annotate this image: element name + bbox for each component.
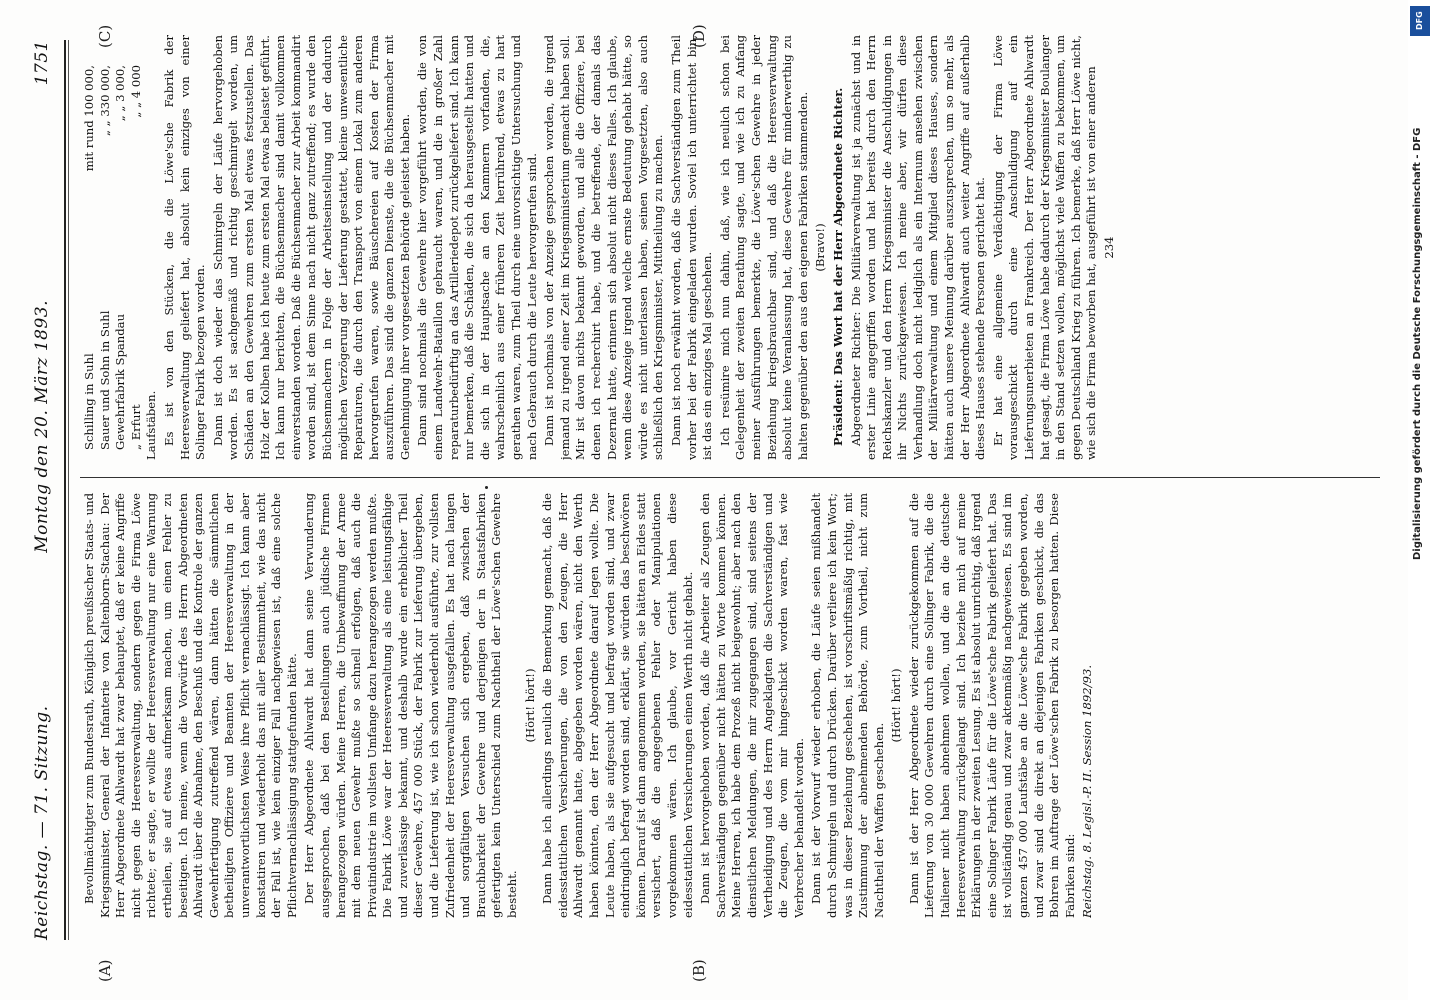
scan-speck (485, 486, 488, 489)
speaker-line: Präsident: Das Wort hat der Herr Abgeordnete Richter. (830, 87, 845, 446)
list-item-name: Schilling in Suhl (82, 353, 96, 450)
list-item (82, 35, 98, 460)
list-item-name: Gewehrfabrik Spandau (113, 313, 128, 450)
list-item-name: „ Erfurt (128, 404, 143, 450)
paragraph: Ich resümire mich nun dahin, daß, wie ich neulich schon bei Gelegenheit der zweiten Berathung sagte, und wie ich zu Anfang meiner Ausführungen bemerkte, die Löwe'schen Gewehre in jeder Beziehung kriegsbrauchbar sind, und daß die Heeresverwaltung absolut keine Veranlassung hat, diese Gewehre für minderwerthig zu halten gegenüber den aus den eigenen Fabriken stammenden. (717, 35, 810, 460)
paragraph: Dann ist doch wieder das Schmirgeln der Läufe hervorgehoben worden. Es ist sachgemäß und richtig geschmirgelt worden, um Schäden an den Gewehren zum ersten Mal etwas festzustellen. Das Holz der Kolben habe ich heute zum ersten Mal etwas belastet geführt. Ich kann nur berichten, die Büchsenmacher sind damit vollkommen einverstanden worden. Daß die Büchsenmacher zur Arbeit kommandirt worden sind, ist dem Sinne nach nicht ganz zutreffend; es wurde den Büchsenmachern in Folge der Arbeitseinstellung und der dadurch möglichen Verzögerung der Lieferung gestattet, kleine unwesentliche Reparaturen, die durch den Transport von einem Lokal zum anderen hervorgerufen waren, sowie Bäuschereien auf Kosten der Firma auszuführen. Das sind die ganzen Dienste, die die Büchsenmacher mit Genehmigung ihrer vorgesetzten Behörde geleistet haben. (210, 35, 412, 460)
list-item-amount: „ „ 330 000, (97, 65, 112, 137)
interjection: (Hört! hört!) (889, 668, 904, 743)
paragraph: Abgeordneter Richter: Die Militärverwaltung ist ja zunächst und in erster Linie angegriffen worden und hat bereits durch den Herrn Reichskanzler und den Herrn Kriegsminister die Anschuldigungen in ihr Nichts zurückgewiesen. Ich meine aber, wir dürfen diese Verhandlung doch nicht lediglich als ein Internum ansehen zwischen der Militärverwaltung und einem Mitglied dieses Hauses, sondern hätten auch unsere Meinung darüber auszusprechen, um so mehr, als der Herr Abgeordnete Ahlwardt auch weiter Angriffe auf außerhalb dieses Hauses stehende Personen gerichtet hat. (848, 35, 988, 460)
list-item (113, 35, 129, 460)
list-item-amount: „ „ 3 000, (113, 65, 128, 122)
paragraph: Dann ist noch erwähnt worden, daß die Sachverständigen zum Theil vorher bei der Fabrik eingeladen wurden. Soviel ich unterrichtet bin, ist das ein einziges Mal geschehen. (668, 35, 715, 460)
marker-a: (A) (96, 959, 114, 982)
paragraph: Es ist von den Stücken, die die Löwe'sche Fabrik der Heeresverwaltung geliefert hat, absolut kein einziges von einer Solinger Fabrik bezogen worden. (161, 35, 208, 460)
paragraph: Er hat eine allgemeine Verdächtigung der Firma Löwe vorausgeschickt durch eine Anschuldigung auf ein Lieferungsunerbieten an Frankreich. Der Herr Abgeordnete Ahlwardt hat gesagt, die Firma Löwe habe dadurch der Kriegsminister Boulanger in den Stand setzen wollen, möglichst viele Waffen zu bekommen, um gegen Deutschland Krieg zu führen. Ich bemerke, daß Herr Löwe nicht, wie sich die Firma beworben hat, ausgeführt ist von einer anderen (990, 35, 1099, 460)
digitization-sidebar (1408, 0, 1432, 1000)
sheet-signature: 234 (1102, 236, 1116, 259)
paragraph: Dann habe ich allerdings neulich die Bemerkung gemacht, daß die eidesstattlichen Versicherungen, die von den Zeugen, die Herr Ahlwardt genannt hatte, abgegeben worden wären, nicht den Werth haben könnten, den der Herr Abgeordnete darauf legen wollte. Die Leute haben, als sie aufgesucht und befragt worden sind, und zwar eindringlich befragt worden sind, erklärt, sie würden das beschwören können. Darauf ist dann angenommen worden, sie hätten an Eides statt versichert, daß die angegebenen Fehler oder Manipulationen vorgekommen wären. Ich glaube, vor Gericht haben diese eidesstattlichen Versicherungen einen Werth nicht gehabt. (540, 493, 695, 918)
paragraph: Dann ist der Herr Abgeordnete wieder zurückgekommen auf die Lieferung von 30 000 Gewehren durch eine Solinger Fabrik, die die Italiener nicht haben abnehmen wollen, und die an die deutsche Heeresverwaltung zurückgelangt sind. Ich beziehe mich auf meine Erklärungen in der zweiten Lesung. Es ist absolut unrichtig, daß irgend eine Solinger Fabrik Läufe für die Löwe'sche Fabrik geliefert hat. Das ist vollständig genau und zwar aktenmäßig nachgewiesen. Es sind im ganzen 457 000 Laufstäbe an die Löwe'sche Fabrik gegeben worden, und zwar sind die direkt an diejenigen Fabriken geschickt, die das Bohren im Auftrage der Löwe'schen Fabrik zu besorgen hatten. Diese Fabriken sind: (906, 493, 1077, 918)
header-center: Montag den 20. März 1893. (32, 300, 52, 553)
marker-b: (B) (690, 959, 708, 982)
page-number: 1751 (32, 40, 52, 86)
dfg-credit: Digitalisierung gefördert durch die Deutsche Forschungsgemeinschaft - DFG (1412, 127, 1423, 560)
right-column (82, 35, 1382, 460)
interjection: (Bravo!) (813, 223, 828, 272)
header-left: Reichstag. — 71. Sitzung. (32, 705, 52, 940)
paragraph: Dann sind nochmals die Gewehre hier vorgeführt worden, die von einem Landwehr-Bataillon gebraucht waren, und die in großer Zahl reparaturbedürftig an das Artilleriedepot zurückgeliefert sind. Ich kann nur bemerken, daß die Schäden, die sich da herausgestellt hatten und die sich in der Hauptsache an den Kammern vorfanden, die, wahrscheinlich aus einer früheren Zeit herrührend, etwas zu hart gerathen waren, zum Theil durch eine unvorsichtige Untersuchung und nach Gebrauch durch die Leute hervorgerufen sind. (415, 35, 539, 460)
list-item (98, 35, 114, 460)
column-divider (80, 477, 1380, 478)
paragraph: Dann ist der Vorwurf wieder erhoben, die Läufe seien mißhandelt durch Schmirgeln und durch Drücken. Darüber verliere ich kein Wort; was in dieser Beziehung geschehen, ist vorschriftsmäßig richtig, mit Zustimmung der abnehmenden Behörde, zum Vortheil, nicht zum Nachtheil der Waffen geschehen. (809, 493, 886, 918)
paragraph: Dann ist nochmals von der Anzeige gesprochen worden, die irgend jemand zu irgend einer Zeit im Kriegsministerium gemacht haben soll. Mir ist davon nichts bekannt geworden, und alle die Offiziere, bei denen ich recherchirt habe, und die betreffende, der damals das Dezernat hatte, erinnern sich absolut nicht dieses Falles. Ich glaube, wenn diese Anzeige irgend welche ernste Bedeutung gehabt hätte, so würde es nicht unterlassen haben, seinen Vorgesetzten, also auch schließlich den Kriegsminister, Mittheilung zu machen. (542, 35, 666, 460)
marker-c: (C) (96, 24, 114, 48)
left-column (82, 493, 1382, 918)
interjection: (Hört! hört!) (522, 668, 537, 743)
marker-d: (D) (690, 24, 708, 48)
paragraph: Der Herr Abgeordnete Ahlwardt hat dann seine Verwunderung ausgesprochen, daß bei den Bestellungen auch jüdische Firmen herangezogen würden. Meine Herren, die Umbewaffnung der Armee mit dem neuen Gewehr mußte so schnell erfolgen, daß auch die Privatindustrie im vollsten Umfange dazu herangezogen werden mußte. Die Fabrik Löwe war der Heeresverwaltung als eine leistungsfähige und zuverlässige bekannt, und deshalb wurde ein erheblicher Theil dieser Gewehre, 457 000 Stück, der Fabrik zur Lieferung übergeben, und die Lieferung ist, wie ich schon wiederholt ausführte, zur vollsten Zufriedenheit der Heeresverwaltung ausgefallen. Es hat nach langen und sorgfältigen Versuchen sich ergeben, daß zwischen der Brauchbarkeit der Gewehre und derjenigen der in Staatsfabriken gefertigten kein Unterschied zum Nachtheil der Löwe'schen Gewehre besteht. (302, 493, 520, 918)
page-header (32, 40, 60, 940)
list-item-amount: „ „ 4 000 (128, 65, 143, 118)
list-item-amount: mit rund 100 000, (82, 65, 96, 172)
header-rule (64, 40, 66, 940)
dfg-logo-icon: DFG (1410, 6, 1430, 36)
footer-note: Reichstag. 8. Legisl.-P. II. Session 1892/93. (1080, 664, 1095, 918)
list-item (129, 35, 145, 460)
header-rule-thin (68, 40, 69, 940)
paragraph: Laufstäben. (144, 390, 159, 460)
list-item-name: Sauer und Sohn in Suhl (97, 310, 112, 450)
paragraph: Dann ist hervorgehoben worden, daß die Arbeiter als Zeugen den Sachverständigen gegenüber nicht hätten zu Worte kommen können. Meine Herren, ich habe dem Prozeß nicht beigewohnt; aber nach den dienstlichen Meldungen, die mir zugegangen sind, sind seitens der Vertheidigung und des Herrn Angeklagten die Sachverständigen und die Zeugen, die vom mir hingeschickt worden waren, fast wie Verbrecher behandelt worden. (698, 493, 806, 918)
paragraph: Bevollmächtigter zum Bundesrath, Königlich preußischer Staats- und Kriegsminister, General der Infanterie von Kaltenborn-Stachau: Der Herr Abgeordnete Ahlwardt hat zwar behauptet, daß er keine Angriffe nicht gegen die Heeresverwaltung, sondern gegen die Firma Löwe richtete; er sagte, er wollte der Heeresverwaltung nur eine Warnung ertheilen, sie auf etwas aufmerksam machen, um einen Fehler zu beseitigen. Ich meine, wenn die Vorwürfe des Herrn Abgeordneten Ahlwardt über die Abnahme, den Beschuß und die Kontrole der ganzen Gewehrfertigung zutreffend wären, dann hätten die sämmtlichen betheiligten Offiziere und Beamten der Heeresverwaltung in der unverantwortlichsten Weise ihre Pflicht vernachlässigt. Ich kann aber konstatiren und wiederholt das mit aller Bestimmtheit, wie das nicht der Fall ist, wie kein einziger Fall nachgewiesen ist, daß eine solche Pflichtvernachlässigung stattgefunden hätte. (82, 493, 299, 918)
